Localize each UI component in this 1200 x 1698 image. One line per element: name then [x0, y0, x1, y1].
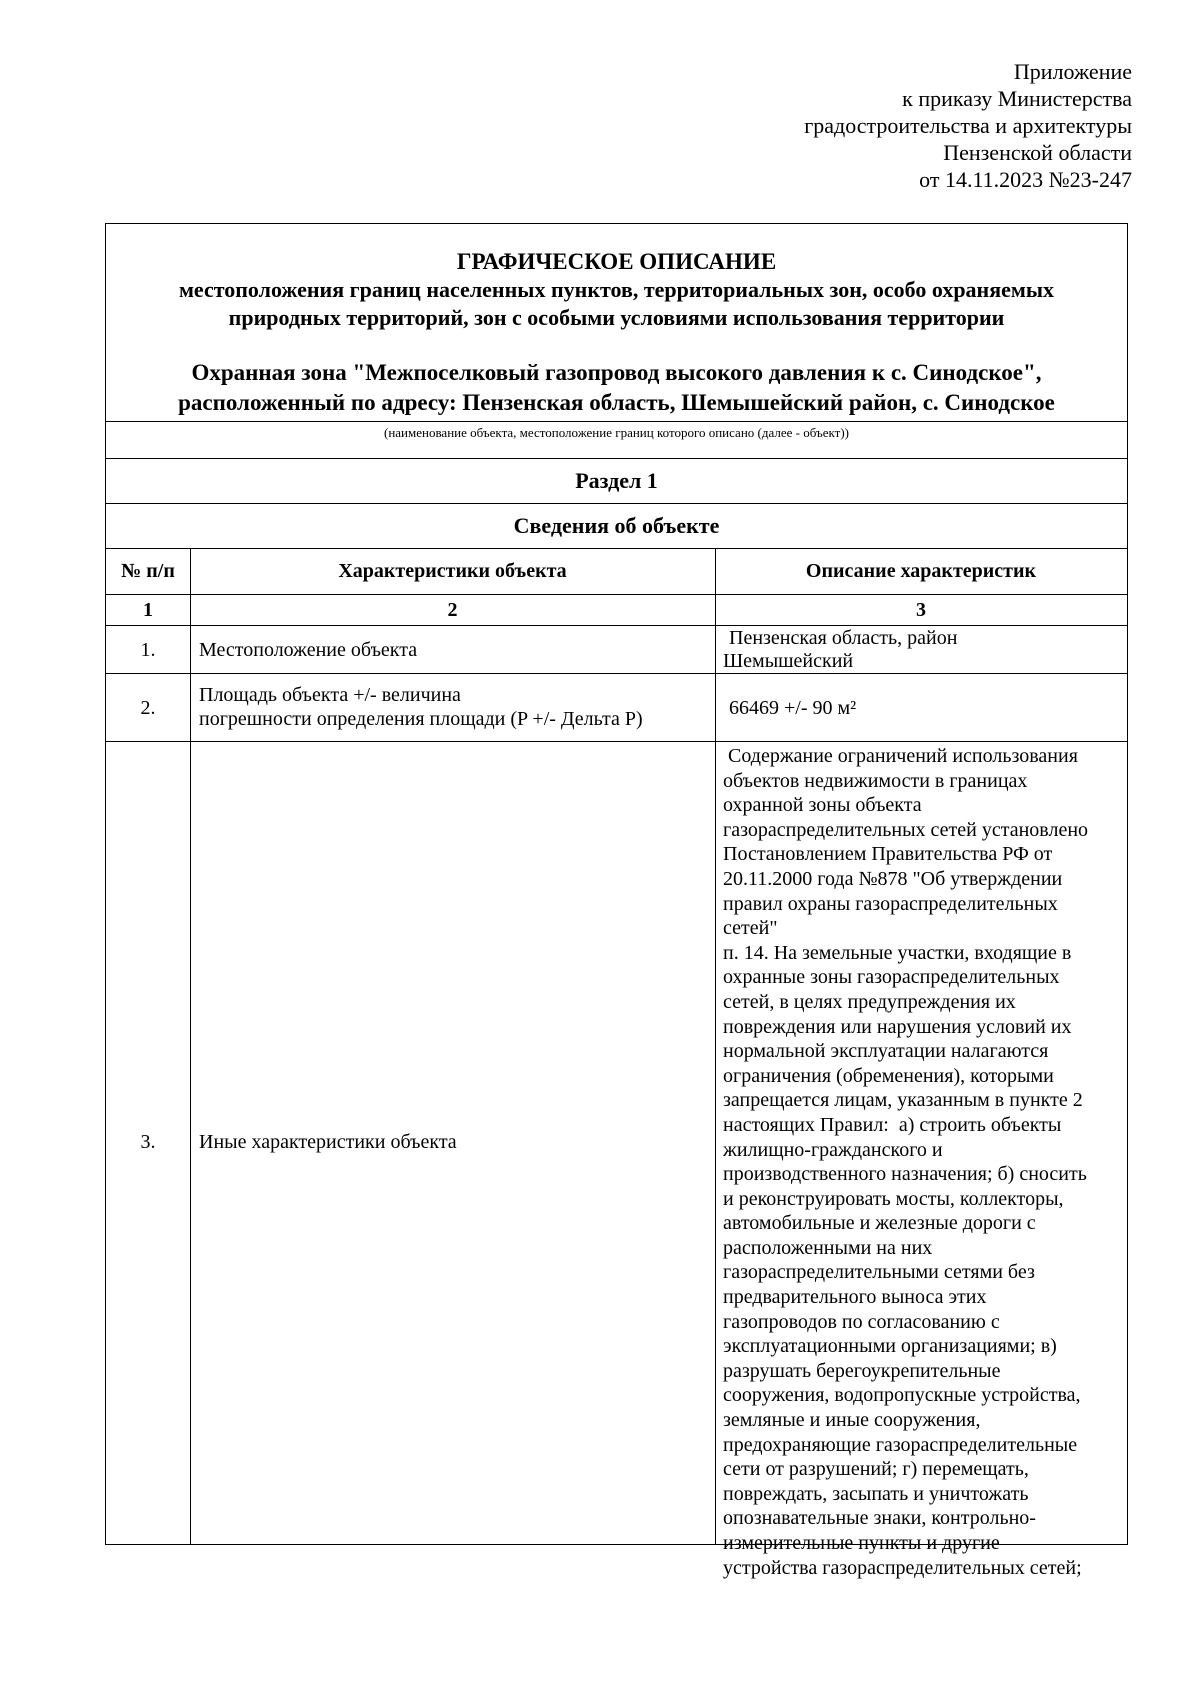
description-line: правил охраны газораспределительных [723, 892, 1058, 915]
description-line: Шемышейский [723, 650, 854, 672]
divider [106, 503, 1127, 504]
table-divider [106, 594, 1127, 595]
appendix-line: градостроительства и архитектуры [804, 113, 1132, 138]
appendix-line: Пензенской области [943, 140, 1132, 165]
description-line: жилищно-гражданского и [723, 1138, 943, 1161]
row-characteristic: Иные характеристики объекта [199, 1131, 457, 1153]
row-characteristic [199, 683, 643, 731]
row-number: 1. [140, 639, 156, 661]
appendix-line: от 14.11.2023 №23-247 [919, 167, 1132, 192]
object-note: (наименование объекта, местоположение границ которого описано (далее - объект)) [384, 425, 849, 440]
description-line: и реконструировать мосты, коллекторы, [723, 1187, 1064, 1210]
column-number: 1 [143, 599, 153, 621]
row-number: 2. [140, 697, 156, 719]
description-line: 20.11.2000 года №878 "Об утверждении [723, 867, 1063, 890]
description-line: ограничения (обременения), которыми [723, 1064, 1054, 1087]
description-line: автомобильные и железные дороги с [723, 1212, 1036, 1235]
description-line: предварительного выноса этих [723, 1286, 987, 1309]
description-line: Постановлением Правительства РФ от [723, 843, 1053, 866]
description-line: п. 14. На земельные участки, входящие в [723, 941, 1072, 964]
document-subtitle-line: природных территорий, зон с особыми условиями использования территории [228, 305, 1005, 330]
description-line: повреждать, засыпать и уничтожать [723, 1482, 1029, 1505]
description-line: объектов недвижимости в границах [723, 769, 1028, 792]
table-divider [106, 741, 1127, 742]
section-title: Раздел 1 [575, 468, 658, 493]
description-line: Содержание ограничений использования [723, 745, 1078, 767]
appendix-block [612, 58, 1132, 193]
column-number: 2 [447, 599, 458, 621]
description-line: охранные зоны газораспределительных [723, 966, 1060, 989]
description-line: сетей, в целях предупреждения их [723, 990, 1016, 1013]
description-line: настоящих Правил: а) строить объекты [723, 1113, 1062, 1136]
object-name-block [106, 358, 1127, 418]
description-line: разрушать берегоукрепительные [723, 1359, 1001, 1382]
appendix-line: к приказу Министерства [902, 86, 1132, 111]
description-line: устройства газораспределительных сетей; [723, 1556, 1082, 1579]
description-line: сооружения, водопропускные устройства, [723, 1384, 1081, 1407]
document-subtitle-line: местоположения границ населенных пунктов, территориальных зон, особо охраняемых [178, 277, 1055, 302]
row-number: 3. [140, 1131, 156, 1153]
description-line: расположенными на них [723, 1236, 933, 1259]
divider [106, 421, 1127, 422]
description-line: опознавательные знаки, контрольно- [723, 1507, 1036, 1530]
document-frame [105, 223, 1128, 1579]
object-name-line: Охранная зона "Межпоселковый газопровод высокого давления к с. Синодское", [191, 360, 1042, 385]
characteristic-line: погрешности определения площади (P +/- Дельта P) [199, 708, 643, 730]
description-line: сети от разрушений; г) перемещать, [723, 1458, 1029, 1481]
description-line: охранной зоны объекта [723, 794, 922, 817]
description-line: эксплуатационными организациями; в) [723, 1335, 1057, 1358]
description-line: измерительные пункты и другие [723, 1532, 1000, 1554]
document-title: ГРАФИЧЕСКОЕ ОПИСАНИЕ [456, 249, 777, 274]
description-line: газораспределительных сетей установлено [723, 818, 1089, 841]
object-name-line: расположенный по адресу: Пензенская область, Шемышейский район, с. Синодское [178, 390, 1055, 415]
description-line: предохраняющие газораспределительные [723, 1433, 1078, 1456]
divider [106, 458, 1127, 459]
appendix-line: Приложение [1013, 59, 1132, 84]
column-divider [715, 548, 716, 1544]
row-description [723, 744, 1127, 1580]
row-characteristic: Местоположение объекта [199, 639, 418, 661]
column-header-characteristic: Характеристики объекта [338, 560, 567, 582]
table-divider [106, 673, 1127, 674]
row-description: 66469 +/- 90 м² [729, 697, 857, 719]
column-divider [190, 548, 191, 1544]
description-line: газораспределительными сетями без [723, 1261, 1035, 1284]
description-line: запрещается лицам, указанным в пункте 2 [723, 1089, 1083, 1112]
section-subtitle: Сведения об объекте [513, 513, 720, 538]
description-line: нормальной эксплуатации налагаются [723, 1040, 1049, 1063]
table-divider [106, 625, 1127, 626]
description-line: Пензенская область, район [729, 627, 958, 649]
column-header-number: № п/п [121, 560, 175, 582]
description-line: газопроводов по согласованию с [723, 1310, 1000, 1333]
column-header-description: Описание характеристик [805, 560, 1037, 582]
description-line: повреждения или нарушения условий их [723, 1015, 1072, 1038]
row-description [723, 627, 957, 673]
description-line: сетей" [723, 917, 778, 940]
characteristic-line: Площадь объекта +/- величина [199, 684, 461, 706]
divider [106, 548, 1127, 549]
description-line: земляные и иные сооружения, [723, 1409, 981, 1432]
description-line: производственного назначения; б) сносить [723, 1163, 1087, 1186]
title-block [106, 248, 1127, 332]
column-number: 3 [916, 599, 926, 621]
